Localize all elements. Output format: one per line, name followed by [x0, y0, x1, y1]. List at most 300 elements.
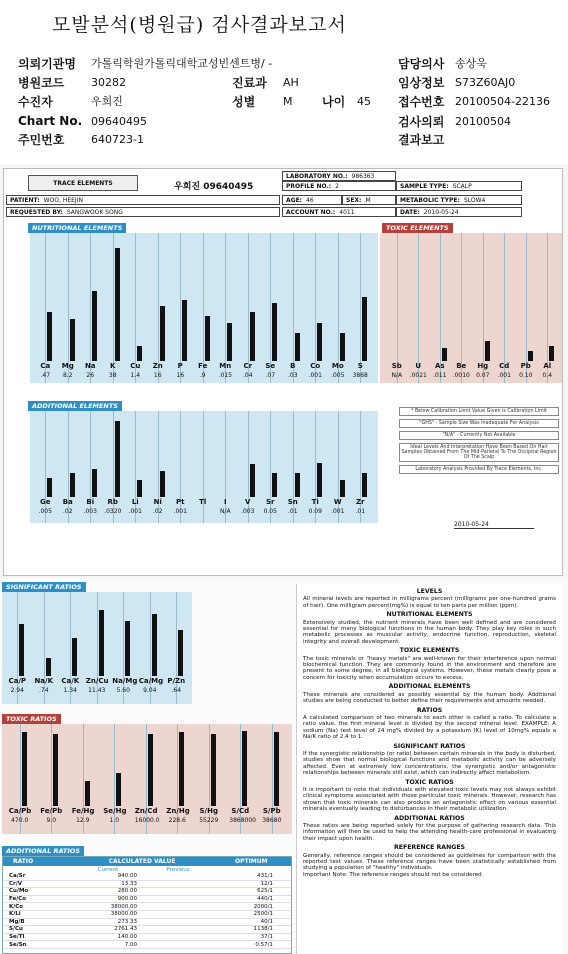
nutr-value: .015: [218, 372, 232, 379]
addl-value: .01: [287, 508, 298, 515]
ratio-name: Mg/B: [9, 918, 25, 925]
addl-bar: [70, 473, 75, 497]
toxic-bar: [485, 341, 490, 361]
addl-bar: [362, 473, 367, 497]
toxr-bar: [211, 734, 216, 806]
sig-label: Na/Mg: [112, 677, 138, 685]
requested-value: SANGWOOK SONG: [66, 208, 123, 216]
add-ratios-heading: ADDITIONAL RATIOS: [2, 846, 84, 856]
addl-gridline: [68, 411, 69, 523]
ratio-optimum: 2000/1: [253, 903, 273, 910]
sig-bar: [46, 658, 51, 676]
ratio-row: [3, 934, 291, 942]
addl-label: Tl: [199, 498, 207, 506]
col-previous: Previous: [166, 866, 190, 873]
toxr-label: Zn/Hg: [166, 807, 190, 815]
nutr-label: Cr: [243, 362, 253, 370]
nutr-gridline: [248, 233, 249, 383]
ref-text-heading: REFERENCE RANGES: [393, 844, 466, 852]
sig-label: Ca/K: [61, 677, 80, 685]
addl-gridline: [360, 411, 361, 523]
signature-date: 2010-05-24: [454, 521, 534, 529]
chart-label: Chart No.: [18, 114, 83, 128]
lab-logo: [28, 175, 138, 191]
addl-label: Bi: [86, 498, 95, 506]
receipt-label: 접수번호: [398, 94, 445, 109]
toxic-label: As: [434, 362, 445, 370]
toxic-text-heading: TOXIC ELEMENTS: [399, 647, 460, 655]
toxr-bar: [85, 781, 90, 806]
addl-value: .005: [38, 508, 52, 515]
chart-value: 09640495: [91, 114, 147, 128]
patient-label: 수진자: [18, 94, 53, 109]
legend-notes: [399, 407, 559, 477]
addl-gridline: [158, 411, 159, 523]
sig-bar: [152, 614, 157, 676]
nutr-bar: [160, 306, 165, 361]
ratio-optimum: 2500/1: [253, 911, 273, 918]
ratio-name: Se/Sn: [9, 941, 27, 948]
sig-label: Ca/P: [8, 677, 27, 685]
ratio-current: 940.00: [117, 873, 137, 880]
toxr-bar: [242, 731, 247, 806]
date-label: DATE:: [400, 208, 420, 216]
legend-2: "GHS" - Sample Size Was Inadequate For Analysis: [399, 419, 559, 428]
ref-text: Generally, reference ranges should be considered as guidelines for comparison with the reported test values. These reference ranges have been statistically established from studying a population of "healthy" individuals.: [303, 852, 556, 872]
nutr-value: 26: [86, 372, 95, 379]
toxic-gridline: [461, 233, 462, 383]
sig-value: 11.43: [88, 687, 106, 694]
toxr-label: Zn/Cd: [134, 807, 158, 815]
metabolic-label: METABOLIC TYPE:: [400, 196, 460, 204]
nutr-gridline: [68, 233, 69, 383]
account-label: ACCOUNT NO.:: [286, 208, 336, 216]
addl-label: Sr: [266, 498, 275, 506]
addl-label: Pt: [176, 498, 185, 506]
ratio-optimum: 1138/1: [253, 926, 273, 933]
nutr-gridline: [180, 233, 181, 383]
addl-bar: [137, 480, 142, 497]
sex-box-label: SEX:: [346, 196, 362, 204]
nutr-value: .07: [265, 372, 276, 379]
age-box-label: AGE:: [286, 196, 303, 204]
addl-bar: [250, 464, 255, 497]
addl-bar: [47, 478, 52, 497]
request-label: 검사의뢰: [398, 114, 445, 129]
ratio-name: S/Cu: [9, 926, 23, 933]
toxic-value: .011: [433, 372, 447, 379]
nutr-value: .04: [242, 372, 253, 379]
toxic-value: .0021: [409, 372, 427, 379]
toxr-bar: [274, 732, 279, 806]
additional-chart: [30, 411, 378, 523]
addl-label: Rb: [107, 498, 118, 506]
org-value: 가톨릭학원가톨릭대학교성빈센트병/ -: [91, 57, 273, 70]
addl-value: .02: [62, 508, 73, 515]
toxr-label: Se/Hg: [103, 807, 127, 815]
nutr-value: .03: [287, 372, 298, 379]
toxr-value: 12.9: [76, 817, 90, 824]
interpretation-text: [296, 584, 562, 954]
col-optimum: OPTIMUM: [234, 858, 268, 865]
nutr-label: Se: [265, 362, 276, 370]
nutr-bar: [70, 319, 75, 361]
result-label: 결과보고: [398, 132, 445, 147]
ratio-row: [3, 926, 291, 934]
sig-value: .64: [171, 687, 182, 694]
toxr-bar: [148, 734, 153, 806]
addl-value: .003: [83, 508, 97, 515]
hosp-code-value: 30282: [91, 75, 126, 89]
ratio-row: [3, 903, 291, 911]
nutr-gridline: [270, 233, 271, 383]
clinical-label: 임상정보: [398, 75, 445, 90]
addl-bar: [160, 471, 165, 497]
patient-name: WOO, HEEJIN: [43, 196, 83, 204]
toxr-label: Ca/Pb: [8, 807, 32, 815]
addl-bar: [317, 463, 322, 497]
addl-bar: [295, 473, 300, 497]
sig-ratios-chart: [2, 592, 192, 704]
toxr-bar: [116, 773, 121, 806]
addl-value: .001: [128, 508, 142, 515]
metabolic-value: SLOW4: [463, 196, 486, 204]
nutr-label: K: [110, 362, 116, 370]
ratio-optimum: 0.57/1: [255, 941, 273, 948]
ratio-current: 273.33: [117, 918, 137, 925]
dept-label: 진료과: [232, 75, 267, 90]
toxic-ratios-heading: TOXIC RATIOS: [2, 714, 61, 724]
addl-gridline: [293, 411, 294, 523]
ratio-optimum: 12/1: [260, 880, 273, 887]
age-box: 46: [306, 196, 314, 204]
addl-value: 0.05: [263, 508, 277, 515]
addl-label: Li: [131, 498, 139, 506]
toxic-gridline: [526, 233, 527, 383]
toxic-gridline: [547, 233, 548, 383]
ratio-name: K/Li: [9, 911, 21, 918]
addl-gridline: [338, 411, 339, 523]
nutr-label: Ca: [40, 362, 51, 370]
addl-bar: [340, 480, 345, 497]
sex-label: 성별: [232, 94, 256, 109]
nutr-bar: [47, 312, 52, 361]
addl-label: Ti: [311, 498, 319, 506]
profile-value: 2: [335, 182, 339, 190]
toxic-gridline: [440, 233, 441, 383]
toxic-label: Cd: [499, 362, 510, 370]
nutr-label: Fe: [198, 362, 208, 370]
nutr-value: 1.4: [130, 372, 141, 379]
toxic-bar: [528, 351, 533, 361]
nutr-value: .9: [199, 372, 206, 379]
lab-number: 986363: [351, 172, 375, 180]
nutr-label: Mg: [61, 362, 74, 370]
ratio-row: [3, 919, 291, 927]
addl-label: Sn: [287, 498, 298, 506]
addl-gridline: [180, 411, 181, 523]
tox-text: It is important to note that individuals with elevated toxic levels may not always exhibit clinical symptoms associated with those particular toxic minerals. However, research has shown that toxic minerals can also produce an antagonistic effect on various essential minerals eventually leading to disturbances in their metabolic utilization.: [303, 786, 556, 813]
toxic-label: Al: [543, 362, 552, 370]
nutr-label: Na: [84, 362, 96, 370]
nutr-value: 38: [108, 372, 117, 379]
toxr-value: 1.0: [109, 817, 120, 824]
toxr-label: Fe/Hg: [71, 807, 95, 815]
note-text: Important Note: The reference ranges should not be considered: [303, 871, 482, 878]
nutr-gridline: [338, 233, 339, 383]
addl-value: 0.09: [308, 508, 322, 515]
ratio-name: Cr/V: [9, 880, 23, 887]
ratio-name: Ca/Sr: [9, 873, 26, 880]
toxr-label: S/Cd: [231, 807, 250, 815]
sig-bar: [178, 630, 183, 676]
nutr-value: .47: [40, 372, 51, 379]
doctor-value: 송상욱: [455, 57, 487, 70]
ssn-label: 주민번호: [18, 132, 65, 147]
nutr-bar: [137, 346, 142, 361]
addr-text: These ratios are being reported solely for the purpose of gathering research data. This information will then be used to help the attending health-care professional in evaluating their impact upon health.: [303, 823, 556, 842]
addr-text-heading: ADDITIONAL RATIOS: [394, 814, 465, 822]
toxic-label: Sb: [391, 362, 402, 370]
legend-1: * Below Calibration Limit Value Given is Calibration Limit: [399, 407, 559, 416]
additional-heading: ADDITIONAL ELEMENTS: [28, 401, 122, 411]
ratio-optimum: 440/1: [257, 896, 273, 903]
nutr-bar: [272, 303, 277, 361]
nutr-bar: [205, 316, 210, 361]
addl-gridline: [45, 411, 46, 523]
nutr-label: B: [290, 362, 296, 370]
levels-heading: LEVELS: [416, 588, 443, 595]
nutr-value: 16: [153, 372, 162, 379]
sig-ratios-heading: SIGNIFICANT RATIOS: [2, 582, 86, 592]
nutr-bar: [92, 291, 97, 361]
toxr-value: 470.0: [11, 817, 29, 824]
addl-label: V: [245, 498, 251, 506]
addl-label: Ni: [153, 498, 162, 506]
ratio-optimum: 37/1: [260, 934, 273, 941]
ratio-current: 38000.00: [110, 911, 137, 918]
toxr-bar: [22, 732, 27, 806]
toxic-value: 0.10: [519, 372, 533, 379]
add-text: These minerals are considered as possibly essential by the human body. Additional studies are being conducted to better define their requirements and amounts needed.: [303, 691, 556, 705]
addl-gridline: [113, 411, 114, 523]
sig-bar: [125, 621, 130, 676]
toxic-gridline: [397, 233, 398, 383]
nutr-gridline: [158, 233, 159, 383]
request-value: 20100504: [455, 114, 511, 128]
legend-5: Laboratory Analysis Provided By Trace Elements, Inc.: [399, 465, 559, 474]
ratio-current: 2761.43: [114, 926, 137, 933]
nutr-gridline: [315, 233, 316, 383]
toxr-label: S/Pb: [262, 807, 281, 815]
toxr-value: 16000.0: [134, 817, 160, 824]
addl-label: Ge: [40, 498, 51, 506]
nutr-gridline: [360, 233, 361, 383]
toxic-value: .001: [497, 372, 511, 379]
ratio-current: 13.33: [121, 880, 137, 887]
ratio-current: 900.00: [117, 896, 137, 903]
ratio-row: [3, 911, 291, 919]
sig-value: 1.34: [63, 687, 77, 694]
sig-value: 9.04: [143, 687, 157, 694]
legend-3: "N/A" - Currently Not Available: [399, 431, 559, 440]
dept-value: AH: [283, 75, 299, 89]
sig-bar: [72, 638, 77, 676]
toxic-value: .0010: [452, 372, 470, 379]
ratio-optimum: 431/1: [257, 873, 273, 880]
ratio-current: 7.00: [124, 941, 137, 948]
addl-gridline: [203, 411, 204, 523]
nutr-label: Mn: [219, 362, 232, 370]
col-ratio: RATIO: [13, 858, 34, 865]
ratio-optimum: 625/1: [257, 888, 273, 895]
lab-logo-text: TRACE ELEMENTS: [53, 179, 113, 187]
addl-gridline: [225, 411, 226, 523]
ratios-text-heading: RATIOS: [416, 706, 443, 714]
addl-value: .003: [241, 508, 255, 515]
sig-label: Ca/Mg: [138, 677, 164, 685]
toxr-value: 55229: [199, 817, 219, 824]
addl-gridline: [135, 411, 136, 523]
addl-gridline: [248, 411, 249, 523]
addl-label: Ba: [62, 498, 73, 506]
nutr-bar: [182, 300, 187, 361]
addl-label: W: [333, 498, 342, 506]
toxic-label: U: [415, 362, 422, 370]
page-title: 모발분석(병원급) 검사결과보고서: [52, 14, 347, 36]
sig-label: P/Zn: [167, 677, 186, 685]
nutr-label: Cu: [130, 362, 141, 370]
nutr-value: .001: [308, 372, 322, 379]
toxic-text: The toxic minerals or "heavy metals" are well-known for their interference upon normal biochemical function. They are commonly found in the environment and therefore are present to some degree, in all biological systems. However, these metals clearly pose a concern for toxicity when accumulation occurs to excess.: [303, 655, 556, 681]
nutr-gridline: [225, 233, 226, 383]
account-value: 4011: [339, 208, 355, 216]
legend-4: Ideal Levels And Interpretation Have Been Based On Hair Samples Obtained From The Mid-Parietal To The Occipital Region Of The Scalp: [399, 443, 559, 462]
addl-gridline: [90, 411, 91, 523]
doctor-label: 담당의사: [398, 56, 445, 71]
clinical-value: S73Z60AJ0: [455, 75, 516, 89]
sig-value: 2.94: [10, 687, 24, 694]
nutr-gridline: [45, 233, 46, 383]
nutr-bar: [115, 248, 120, 361]
receipt-value: 20100504-22136: [455, 94, 550, 108]
handwritten-id: 우희진 09640495: [174, 182, 254, 192]
ratio-row: [3, 896, 291, 904]
sig-bar: [19, 624, 24, 676]
nutr-gridline: [203, 233, 204, 383]
toxr-label: Fe/Pb: [40, 807, 63, 815]
ratio-name: Cu/Mo: [9, 888, 29, 895]
nutr-value: 3868: [352, 372, 368, 379]
nutr-label: S: [357, 362, 363, 370]
age-value: 45: [357, 94, 371, 108]
nutr-label: Zn: [152, 362, 163, 370]
nutr-label: Co: [310, 362, 321, 370]
patient-value: 우희진: [91, 95, 123, 108]
sig-label: Zn/Cu: [85, 677, 109, 685]
sample-value: SCALP: [452, 182, 472, 190]
ratio-row: [3, 888, 291, 896]
ratio-name: K/Co: [9, 903, 24, 910]
ratio-row: [3, 881, 291, 889]
nutr-value: .005: [331, 372, 345, 379]
nutr-text: Extensively studied, the nutrient minerals have been well defined and are considered essential for many biological functions in the human body. They play key roles in such metabolic processes as muscular activity, endocrine function, reproduction, skeletal integrity and overall development.: [303, 619, 556, 645]
org-label: 의뢰기관명: [18, 56, 76, 71]
lab-number-label: LABORATORY NO.:: [286, 172, 348, 180]
nutr-text-heading: NUTRITIONAL ELEMENTS: [386, 611, 473, 619]
toxic-value: N/A: [391, 372, 403, 379]
patient-name-label: PATIENT:: [10, 196, 40, 204]
col-calc: CALCULATED VALUE: [108, 858, 176, 865]
ratios-text: A calculated comparison of two minerals to each other is called a ratio. To calculate a ratio value, the first mineral level is divided by the second mineral level. EXAMPLE: A sodium (Na) test level of 24 mg% divided by a potassium (K) level of 10mg% equals a Na/K ratio of 2.4 to 1.: [303, 714, 556, 741]
ratio-optimum: 40/1: [260, 918, 273, 925]
hosp-code-label: 병원코드: [18, 75, 65, 90]
age-label: 나이: [322, 94, 346, 109]
sig-text: If the synergistic relationship (or ratio) between certain minerals in the body is disturbed, studies show that normal biological functions and metabolic activity can be adversely affected. Even at extremely low concentrations, the synergistic and/or antagonistic relationships between minerals still exist, which can indirectly affect metabolism.: [303, 750, 556, 777]
ratio-row: [3, 873, 291, 881]
toxic-value: 0.07: [476, 372, 490, 379]
profile-label: PROFILE NO.:: [286, 182, 332, 190]
ratio-current: 280.00: [117, 888, 137, 895]
toxic-chart: [380, 233, 562, 383]
addl-gridline: [270, 411, 271, 523]
toxic-ratios-chart: [2, 724, 292, 834]
nutr-bar: [362, 297, 367, 361]
sig-value: 5.60: [116, 687, 130, 694]
nutr-gridline: [135, 233, 136, 383]
toxr-bar: [179, 732, 184, 806]
nutr-bar: [317, 323, 322, 361]
nutr-label: P: [177, 362, 183, 370]
addl-value: .01: [355, 508, 366, 515]
sig-text-heading: SIGNIFICANT RATIOS: [393, 742, 466, 750]
toxic-heading: TOXIC ELEMENTS: [382, 223, 453, 233]
toxic-value: 0.4: [542, 372, 553, 379]
addl-value: N/A: [219, 508, 231, 515]
scanned-report: [0, 164, 568, 954]
ratio-row: [3, 941, 291, 949]
date-value: 2010-05-24: [423, 208, 459, 216]
requested-label: REQUESTED BY:: [10, 208, 63, 216]
tox-text-heading: TOXIC RATIOS: [405, 778, 454, 786]
toxr-value: 3868000: [229, 817, 256, 824]
toxr-value: 228.6: [168, 817, 186, 824]
addl-bar: [115, 421, 120, 497]
sig-bar: [99, 610, 104, 676]
toxic-bar: [442, 348, 447, 361]
toxic-gridline: [418, 233, 419, 383]
toxr-label: S/Hg: [199, 807, 218, 815]
sex-box: M: [365, 196, 371, 204]
nutr-value: 8.2: [62, 372, 73, 379]
sample-label: SAMPLE TYPE:: [400, 182, 449, 190]
sig-value: .74: [38, 687, 49, 694]
nutr-value: 16: [176, 372, 185, 379]
ratio-current: 38000.00: [110, 903, 137, 910]
ratio-name: Fe/Co: [9, 896, 27, 903]
levels-text: All mineral levels are reported in milligrams percent (milligrams per one-hundred grams of hair). One milligram percent(mg%) is equal to ten parts per million (ppm).: [303, 596, 556, 609]
addl-bar: [272, 473, 277, 497]
toxic-label: Pb: [520, 362, 531, 370]
toxic-label: Hg: [477, 362, 489, 370]
addl-gridline: [315, 411, 316, 523]
toxic-gridline: [504, 233, 505, 383]
toxic-gridline: [483, 233, 484, 383]
nutritional-heading: NUTRITIONAL ELEMENTS: [28, 223, 126, 233]
nutr-gridline: [113, 233, 114, 383]
toxr-value: 38680: [262, 817, 282, 824]
col-current: Current: [97, 866, 119, 873]
